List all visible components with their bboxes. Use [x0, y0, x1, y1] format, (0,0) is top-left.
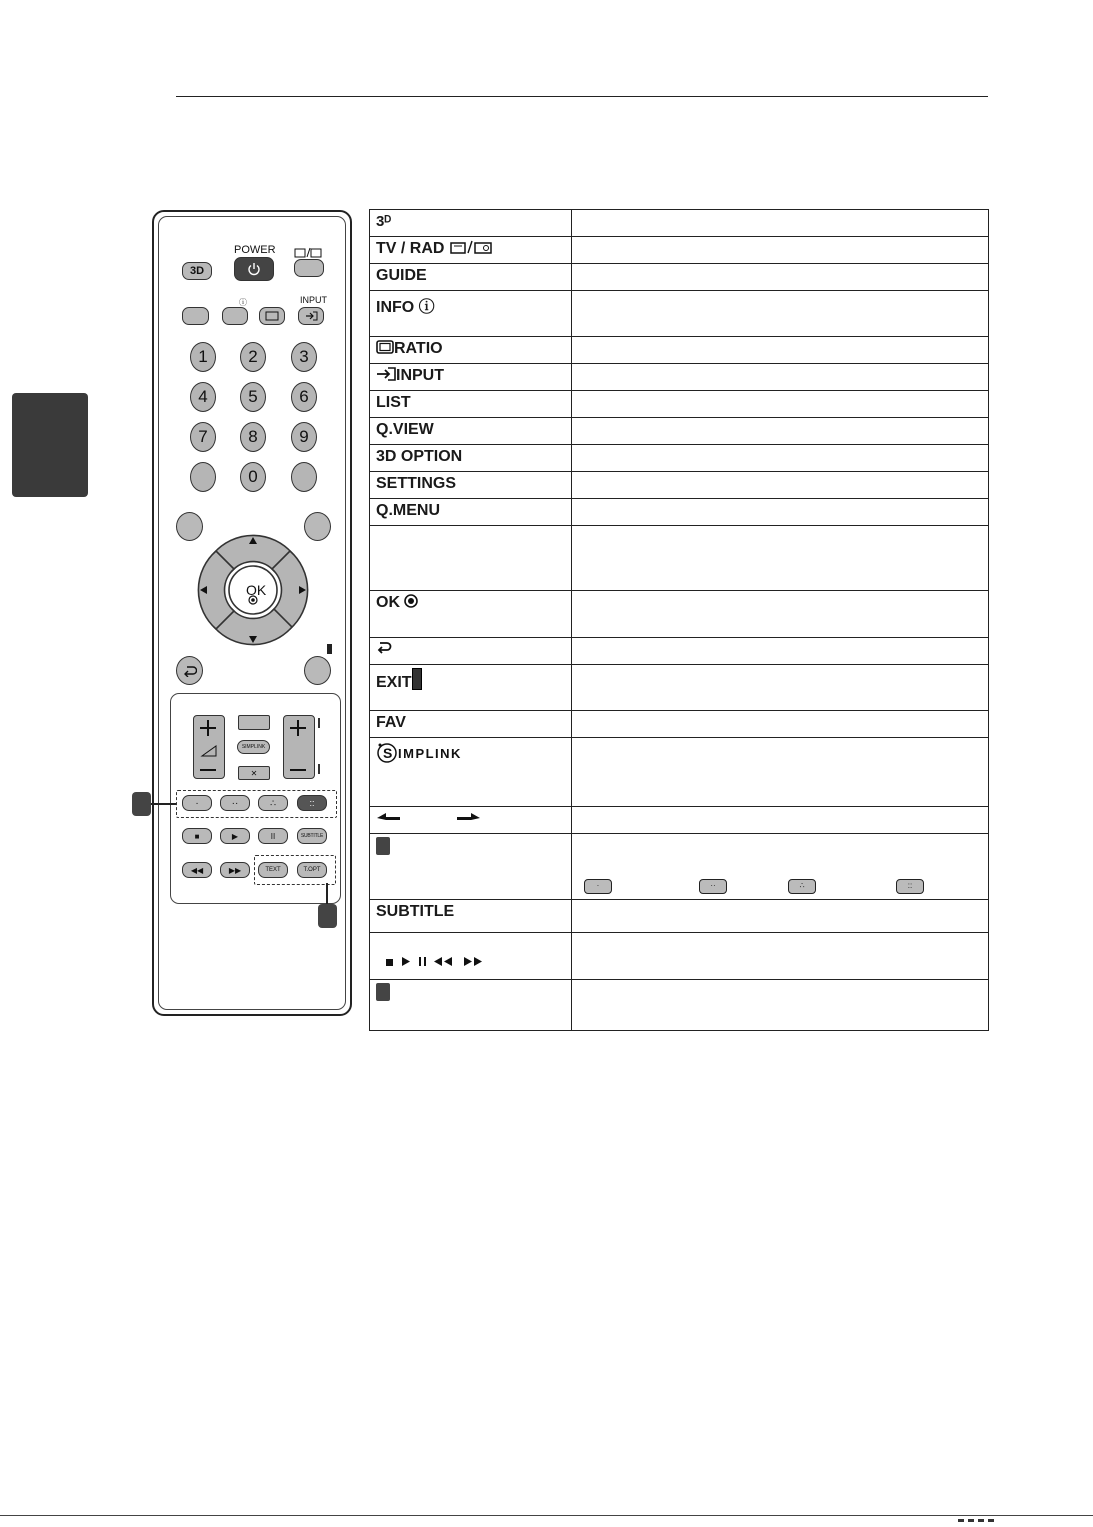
callout-2-leader	[326, 883, 328, 905]
callout-2-icon	[318, 904, 337, 928]
input-label: INPUT	[300, 295, 327, 305]
table-row	[370, 210, 989, 237]
table-description-cell	[572, 980, 989, 1031]
table-key-cell: SUBTITLE	[370, 900, 572, 933]
table-description-cell	[572, 665, 989, 711]
rewind-button[interactable]: ◀◀	[182, 862, 212, 878]
table-key-cell: FAV	[370, 711, 572, 738]
table-row	[370, 665, 989, 711]
table-key-cell: 3D OPTION	[370, 445, 572, 472]
input-button[interactable]	[298, 307, 324, 325]
exit-button[interactable]	[304, 656, 331, 685]
number-button-5[interactable]: 5	[240, 382, 266, 412]
number-button-4[interactable]: 4	[190, 382, 216, 412]
table-row	[370, 900, 989, 933]
fav-button[interactable]	[238, 715, 270, 730]
table-key-cell	[370, 526, 572, 591]
table-row	[370, 807, 989, 834]
back-icon	[183, 665, 197, 677]
table-description-cell	[572, 591, 989, 638]
simplink-icon	[376, 741, 472, 763]
table-description-cell	[572, 418, 989, 445]
table-row	[370, 638, 989, 665]
fast-forward-button[interactable]: ▶▶	[220, 862, 250, 878]
table-row	[370, 391, 989, 418]
table-key-cell: LIST	[370, 391, 572, 418]
table-key-cell: INPUT	[370, 364, 572, 391]
tv-radio-icon	[294, 247, 322, 258]
tv-radio-icon	[449, 240, 493, 254]
pause-button[interactable]: II	[258, 828, 288, 844]
info-icon: ⓘ	[239, 298, 247, 307]
table-description-cell	[572, 807, 989, 834]
blue-button[interactable]: ::	[297, 795, 327, 811]
page-up-marker	[318, 718, 320, 728]
svg-text:S: S	[383, 745, 393, 761]
table-row	[370, 445, 989, 472]
simplink-button[interactable]: SIMPLINK	[237, 740, 270, 754]
table-description-cell	[572, 237, 989, 264]
table-row	[370, 237, 989, 264]
table-row	[370, 711, 989, 738]
table-description-cell	[572, 711, 989, 738]
table-row	[370, 980, 989, 1031]
page-marks	[958, 1509, 1018, 1513]
table-description-cell	[572, 526, 989, 591]
chapter-tab	[12, 393, 88, 497]
3d-icon: 3ᴰ	[376, 213, 392, 230]
volume-rocker[interactable]	[193, 715, 225, 779]
table-key-cell	[370, 933, 572, 980]
table-key-cell: SETTINGS	[370, 472, 572, 499]
text-button[interactable]: TEXT	[258, 862, 288, 878]
table-key-cell: Q.MENU	[370, 499, 572, 526]
table-description-cell	[572, 834, 989, 900]
page-arrows-icon	[376, 810, 486, 824]
table-row	[370, 526, 989, 591]
number-button-2[interactable]: 2	[240, 342, 266, 372]
ratio-icon	[376, 340, 394, 354]
page-rocker[interactable]	[283, 715, 315, 779]
page-down-marker	[318, 764, 320, 774]
table-key-cell: TV / RAD	[370, 237, 572, 264]
callout-1-icon	[132, 792, 151, 816]
table-key-cell: Q.VIEW	[370, 418, 572, 445]
table-key-cell: INFO ⓘ	[370, 291, 572, 337]
table-key-cell	[370, 738, 572, 807]
ratio-icon	[265, 311, 279, 321]
tv-radio-button[interactable]	[294, 259, 324, 277]
table-description-cell	[572, 900, 989, 933]
table-key-cell	[370, 980, 572, 1031]
table-description-cell	[572, 445, 989, 472]
svg-text:IMPLINK: IMPLINK	[398, 746, 462, 761]
subtitle-button[interactable]: SUBTITLE	[297, 828, 327, 844]
playback-controls-icon	[376, 954, 504, 968]
table-description-cell	[572, 264, 989, 291]
table-row	[370, 933, 989, 980]
table-row	[370, 337, 989, 364]
callout-1-leader	[151, 803, 176, 805]
number-button-9[interactable]: 9	[291, 422, 317, 452]
volume-plus-minus-icon	[194, 716, 222, 776]
table-key-cell: EXIT	[370, 665, 572, 711]
number-button-7[interactable]: 7	[190, 422, 216, 452]
table-row	[370, 834, 989, 900]
table-description-cell	[572, 933, 989, 980]
table-row	[370, 364, 989, 391]
topt-button[interactable]: T.OPT	[297, 862, 327, 878]
callout-2-icon	[376, 983, 390, 1001]
table-row	[370, 499, 989, 526]
table-key-cell: OK	[370, 591, 572, 638]
table-key-cell: GUIDE	[370, 264, 572, 291]
table-key-cell	[370, 638, 572, 665]
page-plus-minus-icon	[284, 716, 312, 776]
table-row	[370, 291, 989, 337]
power-label: POWER	[234, 244, 276, 256]
table-description-cell	[572, 337, 989, 364]
red-button[interactable]: ·	[182, 795, 212, 811]
ok-label: OK	[246, 582, 267, 598]
info-button[interactable]	[222, 307, 248, 325]
number-button-8[interactable]: 8	[240, 422, 266, 452]
table-description-cell	[572, 291, 989, 337]
table-description-cell	[572, 391, 989, 418]
number-button-1[interactable]: 1	[190, 342, 216, 372]
table-key-cell	[370, 834, 572, 900]
back-button[interactable]	[176, 656, 203, 685]
input-icon	[304, 311, 318, 321]
green-button[interactable]: ··	[220, 795, 250, 811]
number-button-6[interactable]: 6	[291, 382, 317, 412]
table-row	[370, 738, 989, 807]
key-function-table	[369, 209, 989, 1031]
table-row	[370, 472, 989, 499]
table-key-cell	[370, 807, 572, 834]
table-description-cell	[572, 364, 989, 391]
table-row	[370, 264, 989, 291]
table-description-cell	[572, 210, 989, 237]
red-key-icon: ·	[584, 879, 612, 894]
number-button-3[interactable]: 3	[291, 342, 317, 372]
footer-rule	[0, 1515, 1093, 1516]
power-button[interactable]	[234, 257, 274, 281]
power-icon	[247, 262, 261, 276]
info-icon: ⓘ	[418, 299, 435, 316]
table-description-cell	[572, 499, 989, 526]
table-description-cell	[572, 738, 989, 807]
blue-key-icon: ::	[896, 879, 924, 894]
table-key-cell	[370, 210, 572, 237]
mute-button[interactable]: ✕	[238, 766, 270, 780]
number-button-0[interactable]: 0	[240, 462, 266, 492]
back-icon	[376, 641, 392, 654]
exit-marker-icon	[327, 644, 332, 654]
list-button[interactable]	[190, 462, 216, 492]
yellow-button[interactable]: ∴	[258, 795, 288, 811]
ok-icon	[404, 594, 418, 608]
table-description-cell	[572, 638, 989, 665]
qview-button[interactable]	[291, 462, 317, 492]
3d-button[interactable]: 3D	[182, 262, 212, 280]
green-key-icon: ··	[699, 879, 727, 894]
table-key-cell: RATIO	[370, 337, 572, 364]
guide-button[interactable]	[182, 307, 209, 325]
yellow-key-icon: ∴	[788, 879, 816, 894]
exit-icon	[412, 668, 422, 690]
table-description-cell	[572, 472, 989, 499]
input-icon	[376, 367, 396, 381]
stop-button[interactable]: ■	[182, 828, 212, 844]
header-rule	[176, 96, 988, 97]
ratio-button[interactable]	[259, 307, 285, 325]
table-row	[370, 591, 989, 638]
callout-1-icon	[376, 837, 390, 855]
table-row	[370, 418, 989, 445]
play-button[interactable]: ▶	[220, 828, 250, 844]
